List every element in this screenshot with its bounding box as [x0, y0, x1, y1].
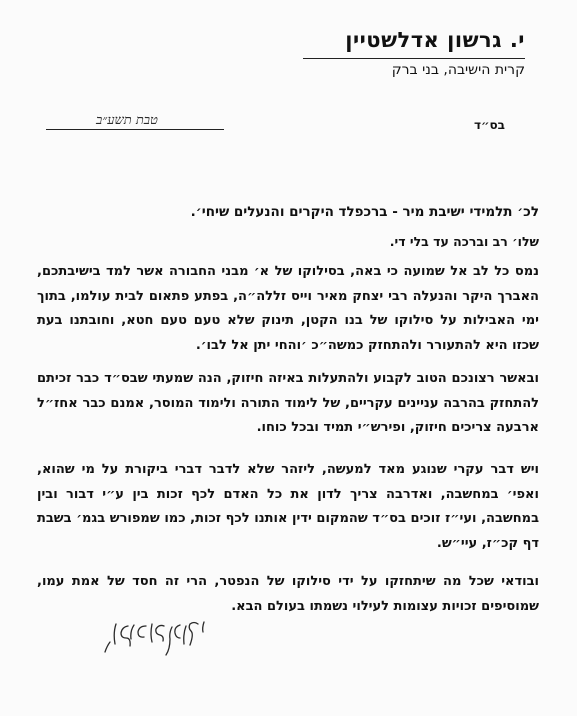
letterhead-name: י. גרשון אדלשטיין [345, 28, 525, 52]
bsd-heading: בס״ד [473, 118, 505, 132]
body-paragraph: ויש דבר עקרי שנוגע מאד למעשה, ליזהר שלא לדבר דברי ביקורת על מי שהוא, ואפי׳ במחשבה, ואדרבה צריך לדון את כל האדם לכף זכות בין ע״י דבור ובין במחשבה, ועי״ז זוכים בס״ד שהמקום ידין אותנו לכף זכות, כמו שמפורש בגמ׳ בשבת דף קכ״ז, עיי״ש. [37, 462, 539, 551]
date-underline [46, 129, 224, 130]
addressee-line: לכ׳ תלמידי ישיבת מיר - ברכפלד היקרים והנעלים שיחי׳. [190, 204, 539, 220]
letterhead-divider [303, 58, 525, 59]
body-paragraph: ובאשר רצונכם הטוב לקבוע ולהתעלות באיזה חיזוק, הנה שמעתי שבס״ד כבר זכיתם להתחזק בהרבה עניינים עקריים, של לימוד התורה ולימוד המוסר, אמנם כבר אחז״ל ארבעה צריכים חיזוק, ופירש״י תמיד ובכל כוחו. [37, 371, 539, 435]
greeting-line: שלו׳ רב וברכה עד בלי די. [389, 234, 539, 249]
body-paragraph: ובודאי שכל מה שיתחזקו על ידי סילוקו של הנפטר, הרי זה חסד של אמת עמו, שמוסיפים זכויות עצומות לעילוי נשמתו בעולם הבא. [37, 574, 539, 614]
letterhead-address: קרית הישיבה, בני ברק [391, 62, 525, 78]
handwritten-date: טבת תשע״ב [96, 113, 158, 128]
body-paragraph: נמס כל לב אל שמועה כי באה, בסילוקו של א׳ מבני החבורה אשר למד בישיבתכם, האברך היקר והנעלה רבי יצחק מאיר וייס זללה״ה, בפתע פתאום לבית עולמו, בתוך ימי האבילות על סילוקו של בנו הקטן, תינוק שלא טעם טעם חטא, וחובתנו בעת שכזו היא להתעורר ולהתחזק כמשה״כ ׳והחי יתן אל לבו׳. [37, 264, 539, 353]
signature-icon [100, 612, 210, 660]
